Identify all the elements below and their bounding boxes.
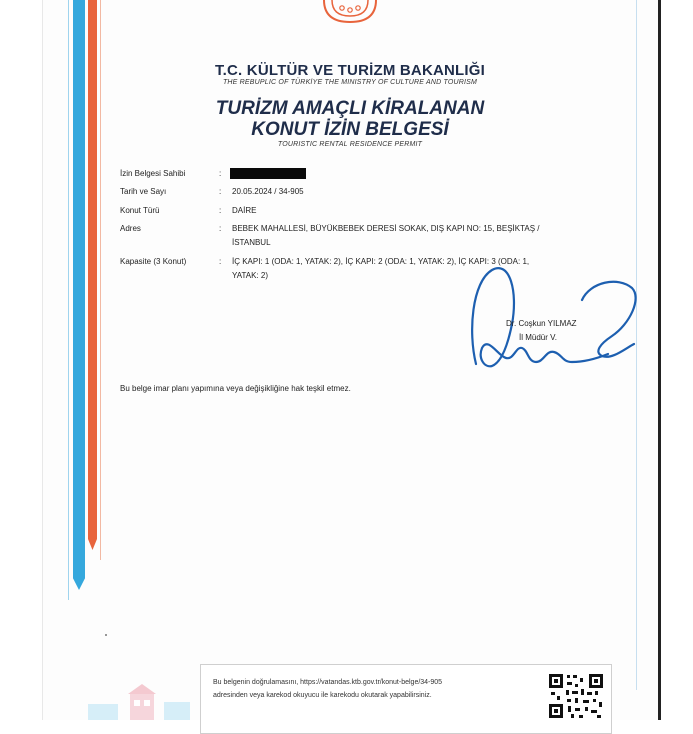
field-label-address: Adres xyxy=(120,224,141,233)
field-colon: : xyxy=(219,257,222,266)
decorative-stripe xyxy=(68,0,69,600)
field-value-type: DAİRE xyxy=(232,206,257,215)
document-title-english: TOURISTIC RENTAL RESIDENCE PERMIT xyxy=(277,141,423,148)
signatory-name: Dr. Coşkun YILMAZ xyxy=(506,319,577,328)
ministry-name: T.C. KÜLTÜR VE TURİZM BAKANLIĞI xyxy=(214,62,486,79)
ministry-logo-icon xyxy=(318,0,382,24)
qr-code-icon[interactable] xyxy=(547,672,605,720)
field-label-owner: İzin Belgesi Sahibi xyxy=(120,169,186,178)
decorative-stripe xyxy=(100,0,101,560)
field-label-type: Konut Türü xyxy=(120,206,160,215)
document-title-line1: TURİZM AMAÇLI KİRALANAN xyxy=(215,98,485,119)
verification-text-line1: Bu belgenin doğrulamasını, https://vatandas.ktb.gov.tr/konut-belge/34-905 xyxy=(213,679,443,686)
blue-ribbon-stripe xyxy=(73,0,85,590)
field-value-address-line2: İSTANBUL xyxy=(232,238,271,247)
document-title-line2: KONUT İZİN BELGESİ xyxy=(251,119,449,140)
field-label-date: Tarih ve Sayı xyxy=(120,187,167,196)
decorative-building-motif-icon xyxy=(78,680,198,720)
field-value-address: BEBEK MAHALLESİ, BÜYÜKBEBEK DERESİ SOKAK, DIŞ KAPI NO: 15, BEŞİKTAŞ / xyxy=(232,224,540,233)
field-value-capacity-line2: YATAK: 2) xyxy=(232,271,269,280)
field-value-capacity: İÇ KAPI: 1 (ODA: 1, YATAK: 2), İÇ KAPI: 2 (ODA: 1, YATAK: 2), İÇ KAPI: 3 (ODA: 1, xyxy=(232,257,530,266)
signatory-title: İl Müdür V. xyxy=(519,333,557,342)
scan-speck xyxy=(105,634,107,636)
field-colon: : xyxy=(219,187,222,196)
red-ribbon-stripe xyxy=(88,0,97,550)
legal-notice: Bu belge imar planı yapımına veya değişikliğine hak teşkil etmez. xyxy=(120,384,351,393)
field-label-capacity: Kapasite (3 Konut) xyxy=(120,257,187,266)
redacted-owner-name xyxy=(230,168,306,179)
field-colon: : xyxy=(219,169,222,178)
field-value-date: 20.05.2024 / 34-905 xyxy=(232,187,304,196)
verification-text-line2: adresinden veya karekod okuyucu ile karekodu okutarak yapabilirsiniz. xyxy=(213,692,432,699)
scan-edge xyxy=(658,0,661,720)
ministry-name-english: THE REBUPLIC OF TÜRKİYE THE MINISTRY OF CULTURE AND TOURISM xyxy=(222,79,478,86)
field-colon: : xyxy=(219,224,222,233)
handwritten-signature-icon xyxy=(462,262,638,374)
field-colon: : xyxy=(219,206,222,215)
